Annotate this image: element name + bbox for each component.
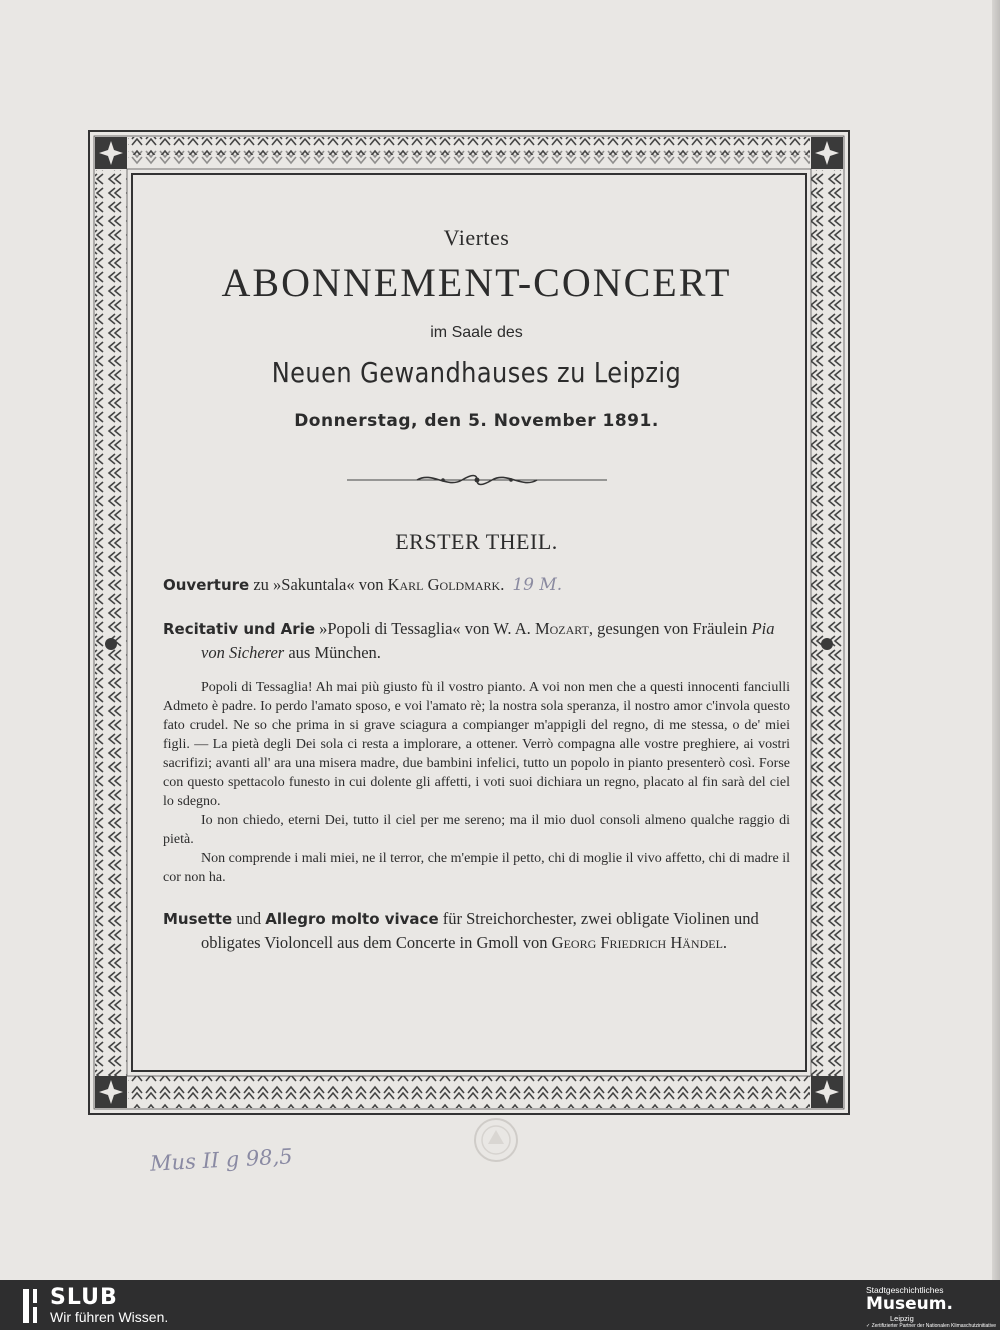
program-item-overture xyxy=(163,573,790,597)
page-edge xyxy=(992,0,1000,1280)
slub-tagline: Wir führen Wissen. xyxy=(50,1309,169,1325)
venue-intro: im Saale des xyxy=(430,324,523,341)
work-text: und xyxy=(232,909,266,928)
composer-name: Mozart xyxy=(534,619,589,638)
program-content xyxy=(163,190,790,954)
work-text-3: aus München. xyxy=(284,643,381,662)
concert-date: Donnerstag, den 5. November 1891. xyxy=(294,411,659,431)
shelfmark: Mus II g 98,5 xyxy=(149,1144,294,1176)
concert-title: ABONNEMENT-CONCERT xyxy=(221,260,732,305)
lyrics-paragraph: Non comprende i mali miei, ne il terror, che m'empie il petto, chi di moglie il vivo affetto, chi di madre il cor non ha. xyxy=(163,851,790,885)
singer-name: Pia von Sicherer xyxy=(201,619,775,662)
work-text: »Popoli di Tessaglia« von W. A. xyxy=(315,619,535,638)
work-end: . xyxy=(722,933,728,952)
composer-name: Karl Goldmark xyxy=(387,575,501,594)
museum-line-4: ✓ Zertifizierter Partner der Nationalen Klimaschutzinitiative xyxy=(866,1323,997,1329)
slub-wordmark: SLUB xyxy=(50,1285,118,1310)
work-title: Recitativ und Arie xyxy=(163,620,315,638)
work-end: . xyxy=(500,575,505,594)
part-title: ERSTER THEIL. xyxy=(395,529,558,554)
work-text: zu »Sakuntala« von xyxy=(249,575,388,594)
program-item-aria xyxy=(163,617,790,664)
museum-line-3: Leipzig xyxy=(890,1314,914,1323)
slub-logo[interactable] xyxy=(22,1285,169,1330)
work-title: Ouverture xyxy=(163,576,250,594)
work-text-2: für Streichorchester, zwei obligate Violinen und obligates Violoncell aus dem Concerte in Gmoll von xyxy=(201,909,759,952)
work-text-2: , gesungen von Fräulein xyxy=(588,619,752,638)
museum-line-2: Museum. xyxy=(866,1294,953,1314)
museum-logo[interactable] xyxy=(866,1285,997,1329)
work-title-1: Musette xyxy=(163,910,233,928)
venue-name: Neuen Gewandhauses zu Leipzig xyxy=(271,356,682,389)
lyrics-paragraph: Io non chiedo, eterni Dei, tutto il ciel per me sereno; ma il mio duol consoli almeno qualche raggio di pietà. xyxy=(163,813,790,847)
work-title-2: Allegro molto vivace xyxy=(265,910,439,928)
slub-mark-icon xyxy=(22,1287,44,1325)
composer-name: Georg Friedrich Händel xyxy=(551,933,723,952)
library-stamp-icon xyxy=(472,1116,520,1164)
aria-lyrics xyxy=(163,678,790,887)
museum-line-1: Stadtgeschichtliches xyxy=(866,1285,944,1295)
lyrics-paragraph: Popoli di Tessaglia! Ah mai più giusto fù il vostro pianto. A voi non men che a questi innocenti fanciulli Admeto è padre. Io perdo l'amato sposo, e voi l'amato rè; la nostra sola speranza, il nostro amor c'invola questo fato crudel. Ne so che prima in si grave sciagura a compianger m'appigli del regno, di me stessa, o de' miei figli. — La pietà degli Dei sola ci resta a implorare, a ottener. Verrò compagna alle vostre preghiere, ai vostri sacrifizi; avanti all' ara una misera madre, due bambini infelici, tutto un popolo in pianto presenterò così. Forse con questo spettacolo funesto in cui dolente gli affetti, i voti suoi dichiara un regno, placato al fin sarà del ciel lo sdegno. xyxy=(163,680,790,809)
program-item-handel xyxy=(163,907,790,954)
divider-ornament xyxy=(347,471,607,489)
handwritten-note: 19 M. xyxy=(512,575,563,595)
concert-ordinal: Viertes xyxy=(443,225,510,250)
